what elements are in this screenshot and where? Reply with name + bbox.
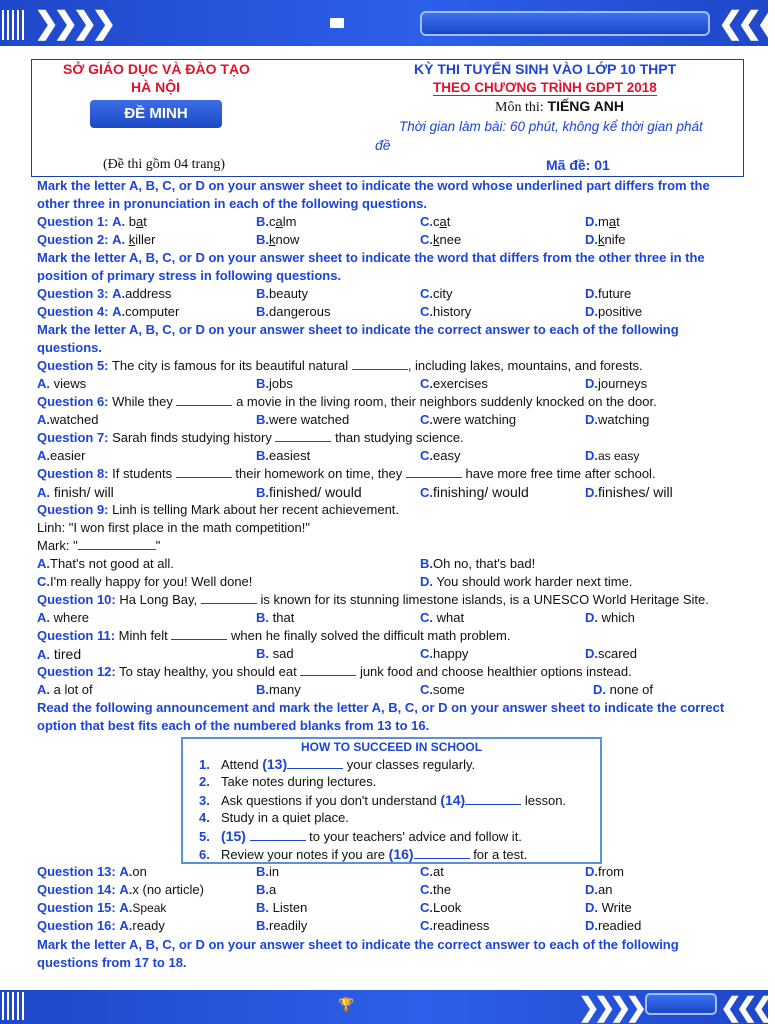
option-letter: A. (112, 214, 126, 229)
option-a[interactable]: A.easier (37, 448, 86, 463)
question-4: Question 4: A.computer (37, 304, 180, 319)
announcement-title: HOW TO SUCCEED IN SCHOOL (300, 740, 483, 754)
option-d[interactable]: D.knife (585, 232, 626, 247)
option-a[interactable]: ready (132, 918, 165, 933)
option-a[interactable]: A. views (37, 376, 87, 391)
option-d[interactable]: D. none of (593, 682, 653, 697)
option-c[interactable]: C.the (420, 882, 452, 897)
subject-name: TIẾNG ANH (547, 98, 624, 114)
option-b[interactable]: B.calm (256, 214, 297, 229)
directions-final: Mark the letter A, B, C, or D on your answer sheet to indicate the correct answer to each of the following questions from 17 to 18. (37, 937, 679, 970)
chevron-right-icon: ❯❯❯❯ (578, 992, 642, 1022)
option-a[interactable]: address (125, 286, 172, 301)
option-d[interactable]: D.as easy (585, 448, 640, 463)
option-d[interactable]: D.scared (585, 646, 638, 661)
option-b[interactable]: B.many (256, 682, 301, 697)
dialogue-linh: Linh: "I won first place in the math competition!" (37, 520, 310, 535)
option-d[interactable]: D. which (585, 610, 635, 625)
option-a[interactable]: killer (128, 232, 156, 247)
option-b[interactable]: B.a (256, 882, 277, 897)
option-d[interactable]: D.from (585, 864, 624, 879)
option-c[interactable]: C.readiness (420, 918, 490, 933)
option-b[interactable]: B.readily (256, 918, 308, 933)
option-c[interactable]: C.cat (420, 214, 451, 229)
dialogue-mark: Mark: " " (37, 538, 161, 553)
option-d[interactable]: D.watching (585, 412, 650, 427)
book-icon (330, 18, 344, 28)
time-note-cont: đề (375, 137, 391, 153)
option-c[interactable]: C.history (420, 304, 472, 319)
option-c[interactable]: C.Look (420, 900, 462, 915)
option-d[interactable]: D.finishes/ will (585, 484, 673, 500)
question-7: Question 7: Sarah finds studying history than studying science. (37, 430, 464, 445)
option-c[interactable]: C. what (420, 610, 465, 625)
option-c[interactable]: C.easy (420, 448, 461, 463)
question-13: Question 13: A.on (37, 864, 147, 879)
question-10: Question 10: Ha Long Bay, is known for its stunning limestone islands, is a UNESCO World Heritage Site. (37, 592, 709, 607)
option-c[interactable]: C.at (420, 864, 444, 879)
question-label: Question 1: (37, 214, 109, 229)
announcement-item: 5. (15) to your teachers' advice and follow it. (199, 828, 522, 844)
option-b[interactable]: B.dangerous (256, 304, 331, 319)
exam-code: Mã đề: 01 (546, 157, 610, 173)
option-b[interactable]: B.jobs (256, 376, 293, 391)
option-a[interactable]: A.watched (37, 412, 99, 427)
stripes-decoration-left (2, 10, 26, 40)
option-d[interactable]: D. You should work harder next time. (420, 574, 633, 589)
question-1 (37, 213, 147, 231)
question-14: Question 14: A.x (no article) (37, 882, 204, 897)
banner-pill (420, 11, 710, 36)
dept-city: HÀ NỘI (131, 79, 180, 95)
option-a[interactable]: on (132, 864, 147, 879)
question-9: Question 9: Linh is telling Mark about her recent achievement. (37, 502, 400, 517)
option-a[interactable]: A. tired (37, 646, 82, 662)
option-c[interactable]: C.some (420, 682, 465, 697)
trophy-icon: 🏆 (338, 997, 355, 1012)
banner-pill-bottom (645, 993, 717, 1015)
option-d[interactable]: D. Write (585, 900, 632, 915)
question-11: Question 11: Minh felt when he finally solved the difficult math problem. (37, 628, 511, 643)
option-c[interactable]: C.city (420, 286, 453, 301)
option-b[interactable]: B.Oh no, that's bad! (420, 556, 536, 571)
option-a[interactable]: x (no article) (132, 882, 204, 897)
option-a[interactable]: Speak (132, 901, 167, 915)
option-a[interactable]: A. where (37, 610, 90, 625)
question-16: Question 16: A.ready (37, 918, 165, 933)
option-c[interactable]: C.I'm really happy for you! Well done! (37, 574, 253, 589)
question-12: Question 12: To stay healthy, you should eat junk food and choose healthier options instead. (37, 664, 632, 679)
directions-announcement: Read the following announcement and mark the letter A, B, C, or D on your answer sheet to indicate the correct option that best fits each of the numbered blanks from 13 to 16. (37, 700, 725, 733)
option-c[interactable]: C.finishing/ would (420, 484, 529, 500)
question-3: Question 3: A.address (37, 286, 172, 301)
question-15: Question 15: A.Speak (37, 900, 167, 915)
option-a[interactable]: A.That's not good at all. (37, 556, 174, 571)
announcement-item: 3. Ask questions if you don't understand (14) lesson. (199, 792, 567, 808)
option-b[interactable]: B.were watched (256, 412, 350, 427)
subject-line (495, 98, 624, 116)
exam-subtitle: THEO CHƯƠNG TRÌNH GDPT 2018 (433, 80, 657, 95)
chevron-right-icon: ❯❯❯❯ (34, 7, 111, 40)
subject-label: Môn thi: (495, 100, 544, 115)
stripes-decoration-bottom (2, 992, 26, 1020)
chevron-left-icon: ❮❮❮ (720, 992, 768, 1022)
question-5: Question 5: The city is famous for its beautiful natural , including lakes, mountains, and forests. (37, 358, 643, 373)
option-a[interactable]: A. a lot of (37, 682, 93, 697)
option-b[interactable]: B. sad (256, 646, 294, 661)
option-d[interactable]: D.an (585, 882, 613, 897)
directions-grammar: Mark the letter A, B, C, or D on your answer sheet to indicate the correct answer to each of the following questions. (37, 322, 679, 355)
option-c[interactable]: C.exercises (420, 376, 488, 391)
option-d[interactable]: D.mat (585, 214, 620, 229)
announcement-item: 4. Study in a quiet place. (199, 810, 349, 825)
directions-pronunciation: Mark the letter A, B, C, or D on your answer sheet to indicate the word whose underlined part differs from the other three in pronunciation in each of the following questions. (37, 178, 710, 211)
time-note: Thời gian làm bài: 60 phút, không kể thời gian phát (399, 119, 703, 134)
pages-note: (Đề thi gồm 04 trang) (103, 157, 226, 172)
announcement-item: 2. Take notes during lectures. (199, 774, 377, 789)
option-b[interactable]: B. that (256, 610, 295, 625)
announcement-item: 1. Attend (13) your classes regularly. (199, 756, 476, 772)
option-b[interactable]: B.finished/ would (256, 484, 362, 500)
option-d[interactable]: D.future (585, 286, 632, 301)
dept-name: SỞ GIÁO DỤC VÀ ĐÀO TẠO (63, 61, 250, 77)
directions-stress: Mark the letter A, B, C, or D on your answer sheet to indicate the word that differs from the other three in the position of primary stress in following questions. (37, 250, 705, 283)
question-8: Question 8: If students their homework on time, they have more free time after school. (37, 466, 656, 481)
option-a[interactable]: A. finish/ will (37, 484, 114, 500)
option-a[interactable]: bat (128, 214, 147, 229)
option-b[interactable]: B.beauty (256, 286, 309, 301)
option-b[interactable]: B.easiest (256, 448, 311, 463)
option-a[interactable]: computer (125, 304, 180, 319)
option-c[interactable]: C.happy (420, 646, 469, 661)
option-d[interactable]: D.journeys (585, 376, 648, 391)
announcement-item: 6. Review your notes if you are (16) for a test. (199, 846, 528, 862)
option-c[interactable]: C.knee (420, 232, 462, 247)
option-b[interactable]: B. Listen (256, 900, 308, 915)
exam-badge: ĐỀ MINH (90, 100, 222, 128)
question-2: Question 2: A. killer (37, 232, 156, 247)
exam-title: KỲ THI TUYỂN SINH VÀO LỚP 10 THPT (414, 61, 677, 77)
option-b[interactable]: B.in (256, 864, 280, 879)
option-c[interactable]: C.were watching (420, 412, 517, 427)
option-b[interactable]: B.know (256, 232, 300, 247)
chevron-left-icon: ❮❮❮ (718, 7, 775, 40)
option-d[interactable]: D.positive (585, 304, 643, 319)
question-6: Question 6: While they a movie in the living room, their neighbors suddenly knocked on the door. (37, 394, 657, 409)
option-d[interactable]: D.readied (585, 918, 642, 933)
